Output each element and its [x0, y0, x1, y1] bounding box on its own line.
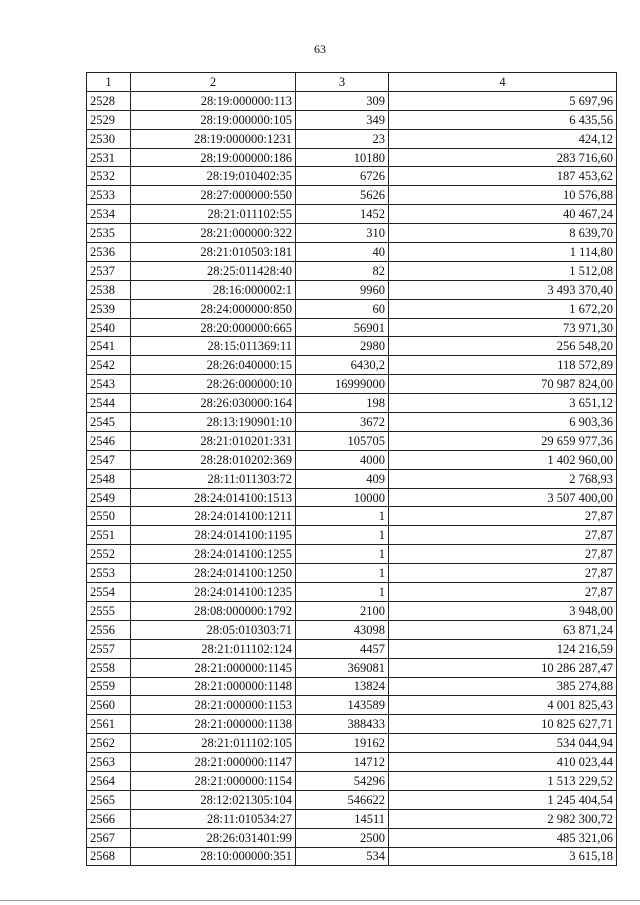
table-row [87, 205, 617, 224]
cadastral-number: 28:24:014100:1255 [131, 545, 296, 564]
cost-value: 2 982 300,72 [389, 809, 617, 828]
cost-value: 10 576,88 [389, 186, 617, 205]
column-header-3: 3 [296, 73, 389, 92]
area-value: 3672 [296, 413, 389, 432]
area-value: 6726 [296, 167, 389, 186]
table-row [87, 148, 617, 167]
cadastral-number: 28:26:030000:164 [131, 394, 296, 413]
area-value: 388433 [296, 715, 389, 734]
cadastral-number: 28:21:000000:322 [131, 224, 296, 243]
row-number: 2558 [87, 658, 131, 677]
table-row [87, 583, 617, 602]
row-number: 2535 [87, 224, 131, 243]
cadastral-number: 28:24:014100:1195 [131, 526, 296, 545]
row-number: 2548 [87, 469, 131, 488]
cost-value: 29 659 977,36 [389, 431, 617, 450]
table-row [87, 809, 617, 828]
area-value: 13824 [296, 677, 389, 696]
table-row [87, 771, 617, 790]
table-row [87, 186, 617, 205]
cadastral-number: 28:15:011369:11 [131, 337, 296, 356]
cadastral-number: 28:26:031401:99 [131, 828, 296, 847]
area-value: 4457 [296, 639, 389, 658]
table-row [87, 790, 617, 809]
page-number: 63 [314, 42, 326, 56]
area-value: 310 [296, 224, 389, 243]
cadastral-number: 28:27:000000:550 [131, 186, 296, 205]
row-number: 2551 [87, 526, 131, 545]
cost-value: 3 507 400,00 [389, 488, 617, 507]
area-value: 23 [296, 129, 389, 148]
cadastral-number: 28:05:010303:71 [131, 620, 296, 639]
table-row [87, 601, 617, 620]
area-value: 1452 [296, 205, 389, 224]
cost-value: 5 697,96 [389, 91, 617, 110]
table-row [87, 696, 617, 715]
table-row [87, 564, 617, 583]
area-value: 309 [296, 91, 389, 110]
row-number: 2530 [87, 129, 131, 148]
cadastral-number: 28:21:000000:1145 [131, 658, 296, 677]
table-row [87, 280, 617, 299]
cost-value: 6 903,36 [389, 413, 617, 432]
area-value: 56901 [296, 318, 389, 337]
column-header-4: 4 [389, 73, 617, 92]
area-value: 546622 [296, 790, 389, 809]
row-number: 2534 [87, 205, 131, 224]
area-value: 19162 [296, 734, 389, 753]
area-value: 40 [296, 243, 389, 262]
cost-value: 27,87 [389, 545, 617, 564]
area-value: 82 [296, 261, 389, 280]
cost-value: 3 948,00 [389, 601, 617, 620]
row-number: 2545 [87, 413, 131, 432]
cost-value: 2 768,93 [389, 469, 617, 488]
row-number: 2553 [87, 564, 131, 583]
table-row [87, 620, 617, 639]
table-row [87, 753, 617, 772]
table-row [87, 450, 617, 469]
area-value: 14712 [296, 753, 389, 772]
cost-value: 1 672,20 [389, 299, 617, 318]
cost-value: 4 001 825,43 [389, 696, 617, 715]
table-row [87, 243, 617, 262]
cadastral-number: 28:11:010534:27 [131, 809, 296, 828]
row-number: 2537 [87, 261, 131, 280]
area-value: 6430,2 [296, 356, 389, 375]
table-row [87, 375, 617, 394]
table-row [87, 394, 617, 413]
cadastral-number: 28:08:000000:1792 [131, 601, 296, 620]
cost-value: 27,87 [389, 583, 617, 602]
row-number: 2538 [87, 280, 131, 299]
area-value: 2100 [296, 601, 389, 620]
cost-value: 63 871,24 [389, 620, 617, 639]
row-number: 2550 [87, 507, 131, 526]
row-number: 2567 [87, 828, 131, 847]
cadastral-number: 28:21:000000:1147 [131, 753, 296, 772]
cadastral-number: 28:11:011303:72 [131, 469, 296, 488]
cost-value: 187 453,62 [389, 167, 617, 186]
table-row [87, 847, 617, 866]
cadastral-number: 28:19:000000:113 [131, 91, 296, 110]
row-number: 2546 [87, 431, 131, 450]
table-row [87, 337, 617, 356]
area-value: 43098 [296, 620, 389, 639]
table-row [87, 91, 617, 110]
area-value: 143589 [296, 696, 389, 715]
area-value: 5626 [296, 186, 389, 205]
table-row [87, 299, 617, 318]
table-row [87, 110, 617, 129]
cost-value: 8 639,70 [389, 224, 617, 243]
row-number: 2529 [87, 110, 131, 129]
cost-value: 485 321,06 [389, 828, 617, 847]
table-row [87, 658, 617, 677]
area-value: 2500 [296, 828, 389, 847]
cadastral-number: 28:19:000000:105 [131, 110, 296, 129]
row-number: 2565 [87, 790, 131, 809]
area-value: 409 [296, 469, 389, 488]
area-value: 9960 [296, 280, 389, 299]
cadastral-number: 28:21:000000:1153 [131, 696, 296, 715]
cost-value: 1 402 960,00 [389, 450, 617, 469]
cost-value: 1 512,08 [389, 261, 617, 280]
cadastral-number: 28:21:010503:181 [131, 243, 296, 262]
cost-value: 27,87 [389, 507, 617, 526]
area-value: 60 [296, 299, 389, 318]
cadastral-number: 28:24:014100:1235 [131, 583, 296, 602]
row-number: 2564 [87, 771, 131, 790]
cost-value: 124 216,59 [389, 639, 617, 658]
cost-value: 10 286 287,47 [389, 658, 617, 677]
table-row [87, 545, 617, 564]
column-header-2: 2 [131, 73, 296, 92]
cost-value: 27,87 [389, 564, 617, 583]
table-row [87, 129, 617, 148]
area-value: 54296 [296, 771, 389, 790]
row-number: 2547 [87, 450, 131, 469]
table-row [87, 318, 617, 337]
row-number: 2566 [87, 809, 131, 828]
row-number: 2561 [87, 715, 131, 734]
row-number: 2556 [87, 620, 131, 639]
row-number: 2563 [87, 753, 131, 772]
row-number: 2540 [87, 318, 131, 337]
cadastral-number: 28:24:000000:850 [131, 299, 296, 318]
cost-value: 385 274,88 [389, 677, 617, 696]
cadastral-number: 28:24:014100:1211 [131, 507, 296, 526]
row-number: 2533 [87, 186, 131, 205]
table-row [87, 488, 617, 507]
table-body [87, 91, 617, 866]
cost-value: 3 651,12 [389, 394, 617, 413]
cadastral-number: 28:26:000000:10 [131, 375, 296, 394]
cadastral-number: 28:20:000000:665 [131, 318, 296, 337]
page-edge-line [0, 900, 640, 901]
area-value: 1 [296, 507, 389, 526]
row-number: 2562 [87, 734, 131, 753]
row-number: 2528 [87, 91, 131, 110]
row-number: 2559 [87, 677, 131, 696]
table-row [87, 224, 617, 243]
cadastral-number: 28:21:011102:55 [131, 205, 296, 224]
area-value: 16999000 [296, 375, 389, 394]
row-number: 2542 [87, 356, 131, 375]
area-value: 14511 [296, 809, 389, 828]
cadastral-number: 28:26:040000:15 [131, 356, 296, 375]
table-row [87, 715, 617, 734]
cost-value: 3 615,18 [389, 847, 617, 866]
row-number: 2532 [87, 167, 131, 186]
cost-value: 1 245 404,54 [389, 790, 617, 809]
table-row [87, 677, 617, 696]
table-row [87, 469, 617, 488]
row-number: 2543 [87, 375, 131, 394]
area-value: 198 [296, 394, 389, 413]
cost-value: 118 572,89 [389, 356, 617, 375]
cost-value: 40 467,24 [389, 205, 617, 224]
area-value: 534 [296, 847, 389, 866]
area-value: 369081 [296, 658, 389, 677]
table-row [87, 507, 617, 526]
cost-value: 424,12 [389, 129, 617, 148]
cost-value: 27,87 [389, 526, 617, 545]
cost-value: 283 716,60 [389, 148, 617, 167]
row-number: 2560 [87, 696, 131, 715]
area-value: 1 [296, 564, 389, 583]
area-value: 349 [296, 110, 389, 129]
row-number: 2531 [87, 148, 131, 167]
cadastral-number: 28:21:000000:1138 [131, 715, 296, 734]
area-value: 1 [296, 583, 389, 602]
cadastral-number: 28:21:011102:105 [131, 734, 296, 753]
area-value: 2980 [296, 337, 389, 356]
table-row [87, 413, 617, 432]
cadastral-number: 28:21:000000:1154 [131, 771, 296, 790]
table-row [87, 431, 617, 450]
row-number: 2552 [87, 545, 131, 564]
cadastral-number: 28:13:190901:10 [131, 413, 296, 432]
cadastral-number: 28:21:000000:1148 [131, 677, 296, 696]
cadastral-number: 28:16:000002:1 [131, 280, 296, 299]
row-number: 2539 [87, 299, 131, 318]
cadastral-number: 28:12:021305:104 [131, 790, 296, 809]
table-row [87, 828, 617, 847]
area-value: 1 [296, 526, 389, 545]
cadastral-number: 28:24:014100:1250 [131, 564, 296, 583]
table-row [87, 526, 617, 545]
row-number: 2541 [87, 337, 131, 356]
table-row [87, 261, 617, 280]
row-number: 2568 [87, 847, 131, 866]
row-number: 2549 [87, 488, 131, 507]
cost-value: 534 044,94 [389, 734, 617, 753]
cadastral-number: 28:19:010402:35 [131, 167, 296, 186]
area-value: 4000 [296, 450, 389, 469]
row-number: 2555 [87, 601, 131, 620]
cadastral-number: 28:21:011102:124 [131, 639, 296, 658]
area-value: 105705 [296, 431, 389, 450]
cadastral-number: 28:19:000000:186 [131, 148, 296, 167]
cost-value: 1 513 229,52 [389, 771, 617, 790]
cost-value: 70 987 824,00 [389, 375, 617, 394]
area-value: 1 [296, 545, 389, 564]
cadastral-number: 28:28:010202:369 [131, 450, 296, 469]
row-number: 2536 [87, 243, 131, 262]
table-row [87, 167, 617, 186]
cost-value: 73 971,30 [389, 318, 617, 337]
cost-value: 1 114,80 [389, 243, 617, 262]
area-value: 10000 [296, 488, 389, 507]
area-value: 10180 [296, 148, 389, 167]
cost-value: 256 548,20 [389, 337, 617, 356]
table-row [87, 356, 617, 375]
column-header-1: 1 [87, 73, 131, 92]
cost-value: 10 825 627,71 [389, 715, 617, 734]
row-number: 2544 [87, 394, 131, 413]
cost-value: 6 435,56 [389, 110, 617, 129]
cadastral-number: 28:10:000000:351 [131, 847, 296, 866]
cadastral-number: 28:21:010201:331 [131, 431, 296, 450]
cost-value: 3 493 370,40 [389, 280, 617, 299]
row-number: 2557 [87, 639, 131, 658]
registry-table [86, 72, 617, 866]
table-row [87, 639, 617, 658]
cadastral-number: 28:25:011428:40 [131, 261, 296, 280]
table-row [87, 734, 617, 753]
table-header-row [87, 73, 617, 92]
cadastral-number: 28:24:014100:1513 [131, 488, 296, 507]
row-number: 2554 [87, 583, 131, 602]
cadastral-number: 28:19:000000:1231 [131, 129, 296, 148]
cost-value: 410 023,44 [389, 753, 617, 772]
